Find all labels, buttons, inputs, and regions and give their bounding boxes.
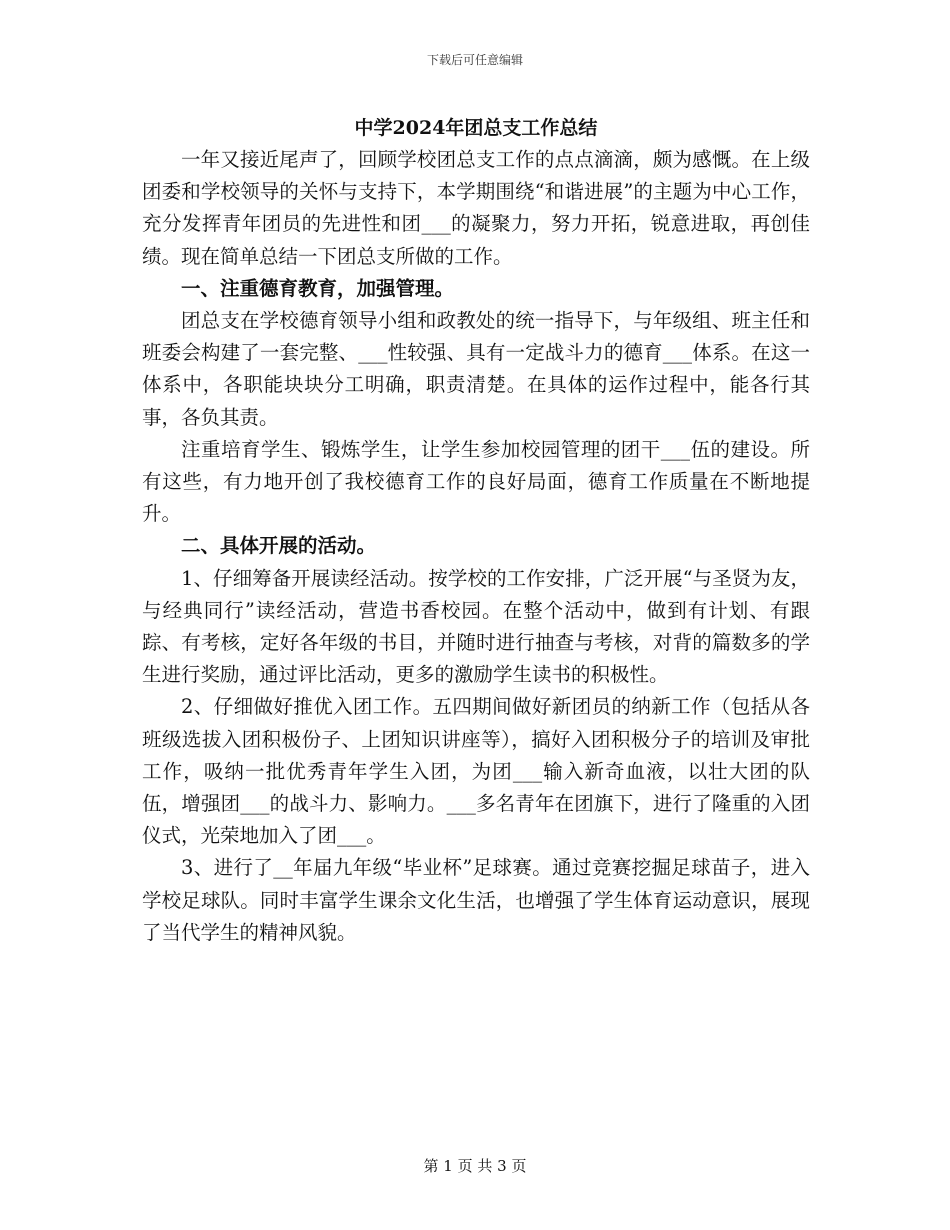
section1-paragraph-1: 团总支在学校德育领导小组和政教处的统一指导下，与年级组、班主任和班委会构建了一套完整、___性较强、具有一定战斗力的德育___体系。在这一体系中，各职能块块分工明确，职责清楚。在具体的运作过程中，能各行其事，各负其责。: [142, 309, 810, 429]
section2-item-3: 3、进行了__年届九年级“毕业杯”足球赛。通过竞赛挖掘足球苗子，进入学校足球队。同时丰富学生课余文化生活，也增强了学生体育运动意识，展现了当代学生的精神风貌。: [142, 856, 810, 944]
section-heading-1: 一、注重德育教育，加强管理。: [181, 276, 455, 300]
section2-item-1: 1、仔细筹备开展读经活动。按学校的工作安排，广泛开展“与圣贤为友，与经典同行”读经活动，营造书香校园。在整个活动中，做到有计划、有跟踪、有考核，定好各年级的书目，并随时进行抽查与考核，对背的篇数多的学生进行奖励，通过评比活动，更多的激励学生读书的积极性。: [142, 566, 810, 687]
document-title: 中学2024年团总支工作总结: [354, 117, 598, 139]
document-body: [142, 112, 810, 949]
section2-item-2: 2、仔细做好推优入团工作。五四期间做好新团员的纳新工作（包括从各班级选拔入团积极份子、上团知识讲座等），搞好入团积极分子的培训及审批工作，吸纳一批优秀青年学生入团，为团___输入新奇血液，以壮大团的队伍，增强团___的战斗力、影响力。___多名青年在团旗下，进行了隆重的入团仪式，光荣地加入了团___。: [142, 695, 810, 848]
page-header-note: 下载后可任意编辑: [426, 53, 523, 67]
section-heading-2: 二、具体开展的活动。: [181, 534, 377, 558]
section1-paragraph-2: 注重培育学生、锻炼学生，让学生参加校园管理的团干___伍的建设。所有这些，有力地开创了我校德育工作的良好局面，德育工作质量在不断地提升。: [142, 437, 810, 526]
intro-paragraph: 一年又接近尾声了，回顾学校团总支工作的点点滴滴，颇为感慨。在上级团委和学校领导的关怀与支持下，本学期围绕“和谐进展”的主题为中心工作，充分发挥青年团员的先进性和团___的凝聚力，努力开拓，锐意进取，再创佳绩。现在简单总结一下团总支所做的工作。: [142, 148, 810, 268]
page-number: 第 1 页 共 3 页: [423, 1157, 527, 1175]
